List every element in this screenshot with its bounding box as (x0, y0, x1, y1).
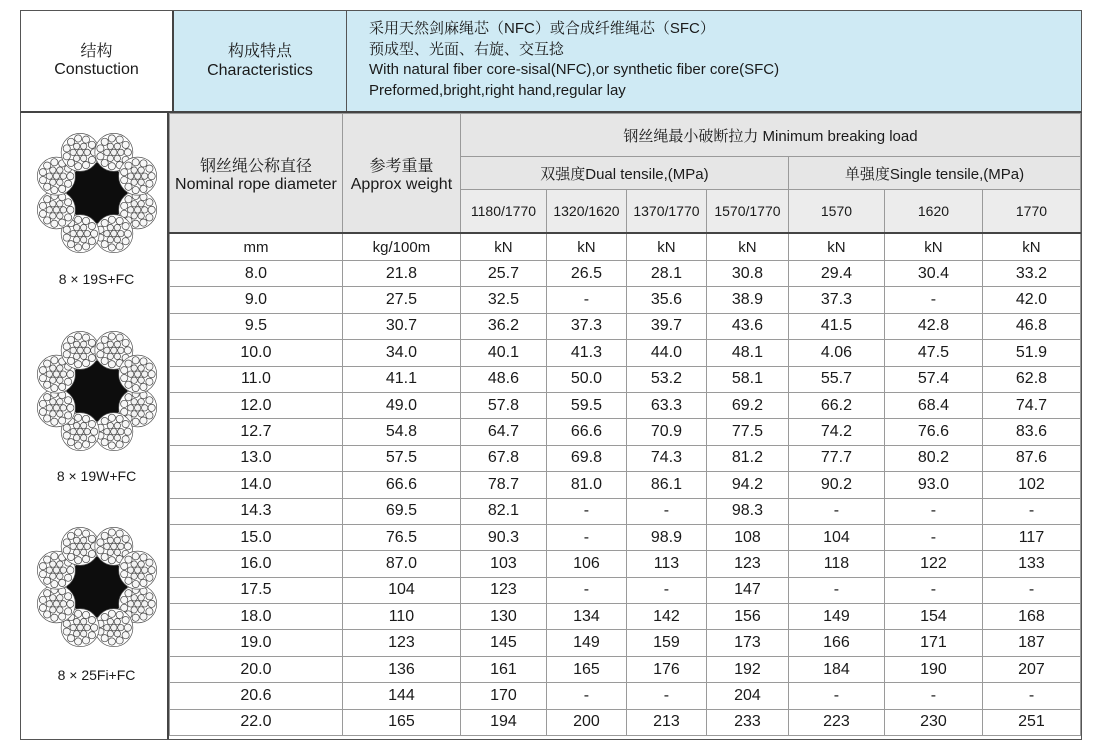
description-line: 采用天然剑麻绳芯（NFC）或合成纤维绳芯（SFC） (369, 20, 715, 37)
load-cell: 142 (626, 604, 706, 630)
load-cell: 233 (706, 709, 788, 735)
load-cell: 64.7 (460, 419, 546, 445)
weight-cell: 30.7 (342, 313, 460, 339)
load-cell: 78.7 (460, 472, 546, 498)
construction-label: 8 × 25Fi+FC (57, 667, 136, 683)
structure-label-cn: 结构 (80, 43, 113, 60)
load-cell: - (626, 577, 706, 603)
table-row (169, 524, 1080, 550)
load-cell: 62.8 (982, 366, 1080, 392)
load-cell: 40.1 (460, 340, 546, 366)
diameter-cell: 15.0 (169, 524, 342, 550)
load-cell: 50.0 (546, 366, 626, 392)
diameter-cell: 14.0 (169, 472, 342, 498)
load-cell: 28.1 (626, 261, 706, 287)
unit-cell: kN (546, 233, 626, 261)
structure-label-en: Constuction (54, 61, 139, 78)
load-cell: 122 (884, 551, 982, 577)
load-cell: 102 (982, 472, 1080, 498)
load-cell: 98.3 (706, 498, 788, 524)
weight-cell: 66.6 (342, 472, 460, 498)
structure-header (21, 11, 174, 111)
load-cell: 29.4 (788, 261, 884, 287)
weight-cell: 27.5 (342, 287, 460, 313)
load-cell: 36.2 (460, 313, 546, 339)
table-row (169, 392, 1080, 418)
load-cell: 192 (706, 656, 788, 682)
load-cell: 173 (706, 630, 788, 656)
load-cell: - (788, 498, 884, 524)
load-cell: 48.1 (706, 340, 788, 366)
table-row (169, 498, 1080, 524)
load-cell: - (884, 287, 982, 313)
load-cell: 39.7 (626, 313, 706, 339)
load-cell: 42.0 (982, 287, 1080, 313)
load-cell: 57.4 (884, 366, 982, 392)
load-cell: - (884, 498, 982, 524)
table-row (169, 551, 1080, 577)
load-cell: - (546, 498, 626, 524)
load-cell: 156 (706, 604, 788, 630)
weight-cell: 123 (342, 630, 460, 656)
col-header-diameter (169, 114, 342, 234)
load-cell: 230 (884, 709, 982, 735)
grade-header: 1180/1770 (460, 190, 546, 234)
diameter-cell: 12.0 (169, 392, 342, 418)
load-cell: 82.1 (460, 498, 546, 524)
load-cell: 145 (460, 630, 546, 656)
diameter-cell: 20.0 (169, 656, 342, 682)
diameter-cell: 18.0 (169, 604, 342, 630)
load-cell: 118 (788, 551, 884, 577)
load-cell: 66.6 (546, 419, 626, 445)
characteristics-header (174, 11, 347, 111)
col-header-diameter-cn: 钢丝绳公称直径 (199, 157, 312, 175)
load-cell: 77.7 (788, 445, 884, 471)
diameter-cell: 17.5 (169, 577, 342, 603)
characteristics-description (347, 11, 1081, 111)
load-cell: 94.2 (706, 472, 788, 498)
weight-cell: 165 (342, 709, 460, 735)
load-cell: 130 (460, 604, 546, 630)
load-cell: 80.2 (884, 445, 982, 471)
diameter-cell: 14.3 (169, 498, 342, 524)
load-cell: - (982, 683, 1080, 709)
table-row (169, 445, 1080, 471)
weight-cell: 69.5 (342, 498, 460, 524)
diameter-cell: 19.0 (169, 630, 342, 656)
unit-cell: kN (982, 233, 1080, 261)
unit-cell: mm (169, 233, 342, 261)
load-cell: 74.2 (788, 419, 884, 445)
load-cell: 98.9 (626, 524, 706, 550)
load-cell: 51.9 (982, 340, 1080, 366)
diameter-cell: 16.0 (169, 551, 342, 577)
description-line: With natural fiber core-sisal(NFC),or synthetic fiber core(SFC) (369, 61, 780, 78)
load-cell: 38.9 (706, 287, 788, 313)
weight-cell: 110 (342, 604, 460, 630)
load-cell: 63.3 (626, 392, 706, 418)
load-cell: 55.7 (788, 366, 884, 392)
grade-header: 1570/1770 (706, 190, 788, 234)
load-cell: - (546, 577, 626, 603)
load-cell: 74.7 (982, 392, 1080, 418)
table-row (169, 419, 1080, 445)
load-cell: 26.5 (546, 261, 626, 287)
load-cell: 69.8 (546, 445, 626, 471)
load-cell: 90.3 (460, 524, 546, 550)
load-cell: 41.3 (546, 340, 626, 366)
load-cell: 251 (982, 709, 1080, 735)
load-cell: 106 (546, 551, 626, 577)
unit-cell: kN (884, 233, 982, 261)
load-cell: - (982, 577, 1080, 603)
load-cell: 168 (982, 604, 1080, 630)
load-cell: 207 (982, 656, 1080, 682)
dual-tensile-header: 双强度Dual tensile,(MPa) (460, 157, 788, 190)
load-cell: 93.0 (884, 472, 982, 498)
construction-label: 8 × 19S+FC (58, 271, 135, 287)
load-cell: - (884, 683, 982, 709)
load-cell: - (884, 577, 982, 603)
load-cell: 108 (706, 524, 788, 550)
construction-label: 8 × 19W+FC (56, 468, 137, 484)
unit-cell: kN (788, 233, 884, 261)
table-row (169, 340, 1080, 366)
load-cell: 42.8 (884, 313, 982, 339)
weight-cell: 144 (342, 683, 460, 709)
load-cell: 35.6 (626, 287, 706, 313)
load-cell: 77.5 (706, 419, 788, 445)
unit-cell: kN (460, 233, 546, 261)
unit-cell: kN (626, 233, 706, 261)
diameter-cell: 9.0 (169, 287, 342, 313)
load-cell: 170 (460, 683, 546, 709)
load-cell: 171 (884, 630, 982, 656)
load-cell: 159 (626, 630, 706, 656)
table-row (169, 261, 1080, 287)
load-cell: 25.7 (460, 261, 546, 287)
load-cell: 41.5 (788, 313, 884, 339)
weight-cell: 104 (342, 577, 460, 603)
load-cell: 33.2 (982, 261, 1080, 287)
load-cell: 134 (546, 604, 626, 630)
table-body-area (20, 113, 1082, 740)
load-cell: 81.2 (706, 445, 788, 471)
load-cell: 86.1 (626, 472, 706, 498)
load-cell: 43.6 (706, 313, 788, 339)
load-cell: - (788, 577, 884, 603)
table-row (169, 683, 1080, 709)
load-cell: 74.3 (626, 445, 706, 471)
load-cell: 87.6 (982, 445, 1080, 471)
table-row (169, 313, 1080, 339)
load-cell: - (546, 683, 626, 709)
diameter-cell: 12.7 (169, 419, 342, 445)
rope-cross-section-icon (31, 521, 163, 653)
grade-header: 1770 (982, 190, 1080, 234)
load-cell: 58.1 (706, 366, 788, 392)
load-cell: 30.4 (884, 261, 982, 287)
load-cell: 204 (706, 683, 788, 709)
load-cell: 123 (706, 551, 788, 577)
table-row (169, 366, 1080, 392)
load-cell: 200 (546, 709, 626, 735)
load-cell: 70.9 (626, 419, 706, 445)
load-cell: 194 (460, 709, 546, 735)
load-cell: 44.0 (626, 340, 706, 366)
load-cell: 37.3 (788, 287, 884, 313)
weight-cell: 41.1 (342, 366, 460, 392)
unit-cell: kN (706, 233, 788, 261)
load-cell: 149 (546, 630, 626, 656)
load-cell: 46.8 (982, 313, 1080, 339)
load-cell: 133 (982, 551, 1080, 577)
load-cell: 48.6 (460, 366, 546, 392)
load-cell: 37.3 (546, 313, 626, 339)
diameter-cell: 13.0 (169, 445, 342, 471)
load-cell: - (884, 524, 982, 550)
mbl-header: 钢丝绳最小破断拉力 Minimum breaking load (460, 114, 1080, 157)
load-cell: 67.8 (460, 445, 546, 471)
grade-header: 1320/1620 (546, 190, 626, 234)
grade-header: 1620 (884, 190, 982, 234)
units-row (169, 233, 1080, 261)
load-cell: 4.06 (788, 340, 884, 366)
weight-cell: 76.5 (342, 524, 460, 550)
load-cell: 47.5 (884, 340, 982, 366)
unit-cell: kg/100m (342, 233, 460, 261)
weight-cell: 34.0 (342, 340, 460, 366)
load-cell: 113 (626, 551, 706, 577)
load-cell: 184 (788, 656, 884, 682)
single-tensile-header: 单强度Single tensile,(MPa) (788, 157, 1080, 190)
breaking-load-table (169, 113, 1081, 739)
load-cell: 154 (884, 604, 982, 630)
grade-header: 1370/1770 (626, 190, 706, 234)
load-cell: 57.8 (460, 392, 546, 418)
table-row (169, 604, 1080, 630)
load-cell: - (788, 683, 884, 709)
load-cell: 176 (626, 656, 706, 682)
rope-cross-section-icon (31, 325, 163, 457)
diameter-cell: 9.5 (169, 313, 342, 339)
load-cell: 149 (788, 604, 884, 630)
diameter-cell: 8.0 (169, 261, 342, 287)
col-header-diameter-en: Nominal rope diameter (175, 175, 337, 193)
load-cell: 223 (788, 709, 884, 735)
load-cell: - (626, 498, 706, 524)
load-cell: 83.6 (982, 419, 1080, 445)
load-cell: 166 (788, 630, 884, 656)
characteristics-label-cn: 构成特点 (227, 43, 292, 60)
table-row (169, 630, 1080, 656)
load-cell: 190 (884, 656, 982, 682)
load-cell: 161 (460, 656, 546, 682)
load-cell: - (982, 498, 1080, 524)
table-row (169, 656, 1080, 682)
col-header-weight-en: Approx weight (350, 175, 453, 193)
load-cell: 68.4 (884, 392, 982, 418)
table-row (169, 577, 1080, 603)
load-cell: 30.8 (706, 261, 788, 287)
weight-cell: 54.8 (342, 419, 460, 445)
diameter-cell: 20.6 (169, 683, 342, 709)
load-cell: - (546, 524, 626, 550)
load-cell: 213 (626, 709, 706, 735)
load-cell: 103 (460, 551, 546, 577)
diameter-cell: 22.0 (169, 709, 342, 735)
table-row (169, 472, 1080, 498)
load-cell: 66.2 (788, 392, 884, 418)
description-line: 预成型、光面、右旋、交互捻 (369, 40, 565, 58)
diameter-cell: 10.0 (169, 340, 342, 366)
load-cell: 123 (460, 577, 546, 603)
load-cell: - (626, 683, 706, 709)
load-cell: 59.5 (546, 392, 626, 418)
load-cell: 81.0 (546, 472, 626, 498)
rope-cross-section-icon (31, 127, 163, 259)
load-cell: 69.2 (706, 392, 788, 418)
load-cell: 147 (706, 577, 788, 603)
table-row (169, 709, 1080, 735)
load-cell: - (546, 287, 626, 313)
load-cell: 90.2 (788, 472, 884, 498)
weight-cell: 57.5 (342, 445, 460, 471)
load-cell: 32.5 (460, 287, 546, 313)
weight-cell: 87.0 (342, 551, 460, 577)
col-header-weight-cn: 参考重量 (369, 157, 434, 175)
load-cell: 76.6 (884, 419, 982, 445)
weight-cell: 21.8 (342, 261, 460, 287)
grade-header: 1570 (788, 190, 884, 234)
characteristics-label-en: Characteristics (207, 62, 313, 79)
load-cell: 117 (982, 524, 1080, 550)
load-cell: 104 (788, 524, 884, 550)
construction-column (21, 113, 169, 739)
weight-cell: 49.0 (342, 392, 460, 418)
weight-cell: 136 (342, 656, 460, 682)
load-cell: 53.2 (626, 366, 706, 392)
col-header-weight (342, 114, 460, 234)
spec-sheet (20, 10, 1082, 740)
load-cell: 165 (546, 656, 626, 682)
diameter-cell: 11.0 (169, 366, 342, 392)
load-cell: 187 (982, 630, 1080, 656)
table-row (169, 287, 1080, 313)
header-band (20, 10, 1082, 113)
description-line: Preformed,bright,right hand,regular lay (369, 81, 626, 99)
